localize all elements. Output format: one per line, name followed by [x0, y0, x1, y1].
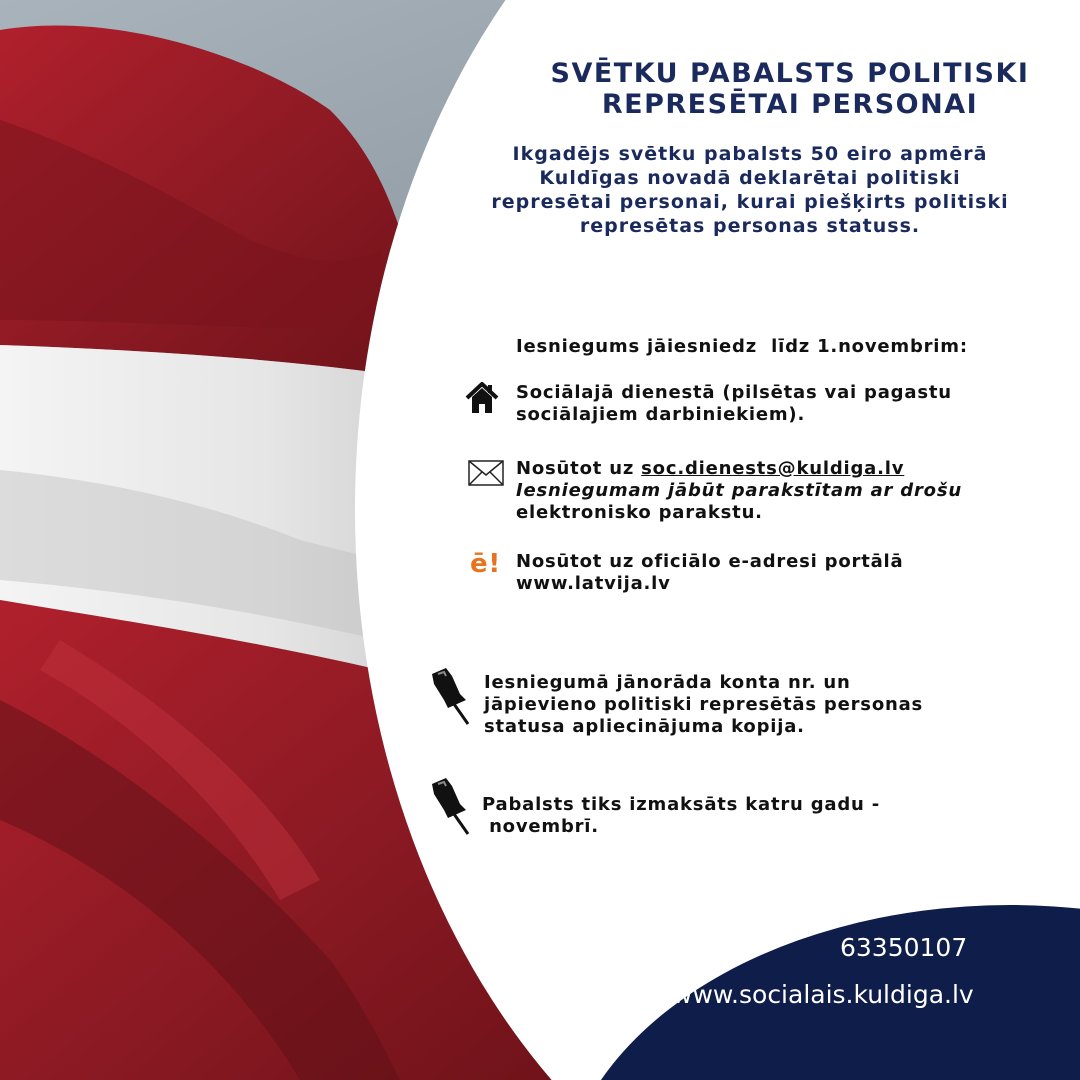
option-text: Iesniegumam jābūt parakstītam ar drošu	[516, 480, 962, 501]
option-text: Nosūtot uz	[516, 458, 642, 479]
description-line: represētas personas statuss.	[579, 215, 921, 237]
description-line: represētai personai, kurai piešķirts politiski	[491, 191, 1009, 213]
note-text: Iesniegumā jānorāda konta nr. un	[484, 672, 851, 693]
payment-note	[482, 794, 880, 838]
website-link[interactable]: www.socialais.kuldiga.lv	[672, 980, 974, 1009]
account-note	[484, 672, 923, 738]
pushpin-icon	[426, 776, 474, 836]
option-text: Nosūtot uz oficiālo e-adresi portālā	[516, 551, 904, 572]
option-text: sociālajiem darbiniekiem).	[516, 404, 806, 425]
option-text: elektronisko parakstu.	[516, 502, 763, 523]
social-service-option	[516, 382, 952, 426]
page-title	[520, 58, 1060, 120]
latvija-link[interactable]: www.latvija.lv	[516, 573, 671, 594]
pushpin-icon	[426, 666, 474, 726]
e-address-option	[470, 549, 904, 595]
phone-number: 63350107	[840, 933, 968, 962]
title-line: SVĒTKU PABALSTS POLITISKI	[550, 58, 1030, 89]
option-text: Sociālajā dienestā (pilsētas vai pagastu	[516, 382, 952, 403]
envelope-icon	[468, 460, 504, 486]
deadline-text: Iesniegums jāiesniedz līdz 1.novembrim:	[516, 336, 968, 357]
description-line: Kuldīgas novadā deklarētai politiski	[539, 167, 961, 189]
benefit-description	[440, 142, 1060, 238]
note-text: jāpievieno politiski represētās personas	[484, 694, 924, 715]
note-text: Pabalsts tiks izmaksāts katru gadu -	[482, 794, 880, 815]
note-text: statusa apliecinājuma kopija.	[484, 716, 805, 737]
title-line: REPRESĒTAI PERSONAI	[601, 89, 979, 120]
home-icon	[464, 380, 500, 416]
e-address-icon: ē!	[470, 549, 502, 579]
email-link[interactable]: soc.dienests@kuldiga.lv	[641, 458, 905, 479]
email-option	[516, 458, 962, 524]
description-line: Ikgadējs svētku pabalsts 50 eiro apmērā	[512, 143, 988, 165]
note-text: novembrī.	[482, 816, 599, 837]
